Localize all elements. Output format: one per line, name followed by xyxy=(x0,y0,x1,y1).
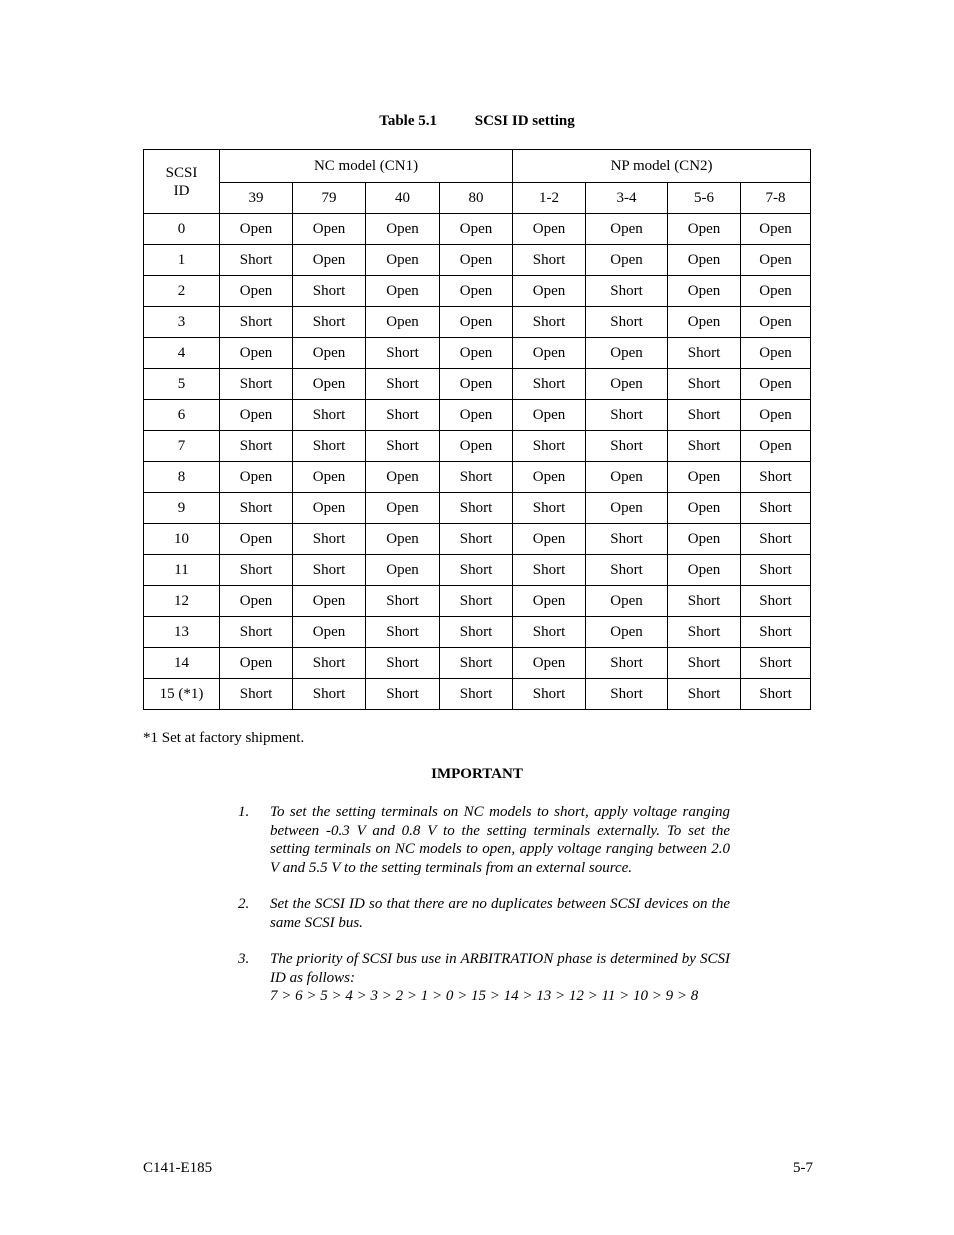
setting-cell: Short xyxy=(741,679,811,710)
setting-cell: Short xyxy=(586,307,668,338)
setting-cell: Short xyxy=(513,369,586,400)
table-row xyxy=(144,524,811,555)
setting-cell: Short xyxy=(220,307,293,338)
setting-cell: Open xyxy=(586,214,668,245)
note-text: To set the setting terminals on NC models to short, apply voltage ranging between -0.3 V and 0.8 V to the setting terminals externally. To set the setting terminals on NC models to open, apply voltage ranging between 2.0 V and 5.5 V to the setting terminals from an external source. xyxy=(270,804,730,876)
setting-cell: Open xyxy=(366,307,440,338)
setting-cell: Short xyxy=(513,307,586,338)
table-row xyxy=(144,400,811,431)
setting-cell: Short xyxy=(293,648,366,679)
priority-order: 7 > 6 > 5 > 4 > 3 > 2 > 1 > 0 > 15 > 14 > 13 > 12 > 11 > 10 > 9 > 8 xyxy=(270,988,699,1004)
setting-cell: Open xyxy=(293,214,366,245)
setting-cell: Short xyxy=(668,586,741,617)
setting-cell: Short xyxy=(440,679,513,710)
setting-cell: Open xyxy=(513,462,586,493)
setting-cell: Open xyxy=(293,617,366,648)
setting-cell: Short xyxy=(741,493,811,524)
setting-cell: Open xyxy=(440,400,513,431)
page-number: 5-7 xyxy=(793,1160,813,1176)
setting-cell: Open xyxy=(668,462,741,493)
setting-cell: Open xyxy=(741,431,811,462)
setting-cell: Short xyxy=(440,462,513,493)
setting-cell: Open xyxy=(741,400,811,431)
setting-cell: Open xyxy=(220,648,293,679)
setting-cell: Open xyxy=(220,338,293,369)
setting-cell: Short xyxy=(668,648,741,679)
setting-cell: Short xyxy=(366,648,440,679)
setting-cell: Open xyxy=(586,245,668,276)
setting-cell: Open xyxy=(513,648,586,679)
setting-cell: Short xyxy=(741,462,811,493)
table-row xyxy=(144,648,811,679)
setting-cell: Open xyxy=(668,245,741,276)
setting-cell: Open xyxy=(440,214,513,245)
setting-cell: Short xyxy=(741,555,811,586)
setting-cell: Short xyxy=(741,524,811,555)
setting-cell: Open xyxy=(440,276,513,307)
setting-cell: Open xyxy=(440,338,513,369)
setting-cell: Open xyxy=(293,493,366,524)
setting-cell: Short xyxy=(586,679,668,710)
setting-cell: Open xyxy=(668,214,741,245)
scsi-id-cell: 10 xyxy=(144,524,220,555)
note-text: Set the SCSI ID so that there are no duplicates between SCSI devices on the same SCSI bus. xyxy=(270,896,730,931)
setting-cell: Open xyxy=(440,307,513,338)
setting-cell: Open xyxy=(366,524,440,555)
setting-cell: Open xyxy=(220,214,293,245)
setting-cell: Open xyxy=(220,586,293,617)
setting-cell: Short xyxy=(513,493,586,524)
setting-cell: Short xyxy=(741,648,811,679)
setting-cell: Short xyxy=(586,431,668,462)
setting-cell: Open xyxy=(741,245,811,276)
setting-cell: Short xyxy=(366,679,440,710)
setting-cell: Short xyxy=(440,648,513,679)
setting-cell: Short xyxy=(668,617,741,648)
setting-cell: Open xyxy=(366,214,440,245)
scsi-id-table xyxy=(143,149,811,710)
setting-cell: Short xyxy=(741,586,811,617)
setting-cell: Open xyxy=(668,524,741,555)
scsi-id-cell: 4 xyxy=(144,338,220,369)
note-number: 3. xyxy=(238,951,250,967)
setting-cell: Short xyxy=(586,276,668,307)
table-row xyxy=(144,679,811,710)
setting-cell: Open xyxy=(513,586,586,617)
table-row xyxy=(144,276,811,307)
column-header: 5-6 xyxy=(668,183,741,214)
document-code: C141-E185 xyxy=(143,1160,213,1176)
column-header: 7-8 xyxy=(741,183,811,214)
setting-cell: Open xyxy=(586,338,668,369)
setting-cell: Short xyxy=(668,679,741,710)
setting-cell: Short xyxy=(513,555,586,586)
setting-cell: Open xyxy=(293,586,366,617)
setting-cell: Short xyxy=(366,400,440,431)
setting-cell: Short xyxy=(668,431,741,462)
setting-cell: Open xyxy=(741,214,811,245)
table-row xyxy=(144,245,811,276)
setting-cell: Short xyxy=(220,431,293,462)
scsi-id-header: SCSI ID xyxy=(144,150,220,214)
table-row xyxy=(144,493,811,524)
setting-cell: Short xyxy=(220,555,293,586)
setting-cell: Short xyxy=(668,369,741,400)
setting-cell: Short xyxy=(220,493,293,524)
setting-cell: Short xyxy=(220,679,293,710)
setting-cell: Short xyxy=(366,338,440,369)
setting-cell: Open xyxy=(668,493,741,524)
setting-cell: Open xyxy=(366,245,440,276)
setting-cell: Open xyxy=(668,276,741,307)
setting-cell: Open xyxy=(220,462,293,493)
setting-cell: Open xyxy=(586,586,668,617)
setting-cell: Open xyxy=(586,369,668,400)
table-row xyxy=(144,369,811,400)
setting-cell: Short xyxy=(440,617,513,648)
scsi-id-cell: 0 xyxy=(144,214,220,245)
setting-cell: Short xyxy=(293,400,366,431)
important-notes xyxy=(238,803,730,1024)
setting-cell: Open xyxy=(366,276,440,307)
setting-cell: Open xyxy=(220,400,293,431)
table-row xyxy=(144,555,811,586)
note-number: 2. xyxy=(238,896,250,912)
setting-cell: Open xyxy=(586,617,668,648)
setting-cell: Short xyxy=(586,555,668,586)
scsi-id-cell: 15 (*1) xyxy=(144,679,220,710)
setting-cell: Open xyxy=(586,462,668,493)
scsi-id-cell: 13 xyxy=(144,617,220,648)
table-row xyxy=(144,307,811,338)
footnote: *1 Set at factory shipment. xyxy=(143,730,305,746)
setting-cell: Short xyxy=(366,431,440,462)
table-row xyxy=(144,431,811,462)
scsi-id-cell: 14 xyxy=(144,648,220,679)
setting-cell: Short xyxy=(668,338,741,369)
note-item xyxy=(238,950,730,1006)
setting-cell: Open xyxy=(513,524,586,555)
setting-cell: Short xyxy=(513,431,586,462)
setting-cell: Open xyxy=(366,462,440,493)
setting-cell: Open xyxy=(741,307,811,338)
scsi-id-cell: 7 xyxy=(144,431,220,462)
setting-cell: Open xyxy=(513,276,586,307)
setting-cell: Open xyxy=(440,245,513,276)
setting-cell: Short xyxy=(366,586,440,617)
table-caption xyxy=(0,113,954,130)
table-row xyxy=(144,617,811,648)
np-model-header: NP model (CN2) xyxy=(513,150,811,183)
setting-cell: Short xyxy=(220,245,293,276)
setting-cell: Open xyxy=(440,431,513,462)
setting-cell: Open xyxy=(293,462,366,493)
column-header: 39 xyxy=(220,183,293,214)
setting-cell: Short xyxy=(293,524,366,555)
setting-cell: Short xyxy=(293,431,366,462)
setting-cell: Open xyxy=(513,400,586,431)
setting-cell: Short xyxy=(366,617,440,648)
setting-cell: Open xyxy=(293,245,366,276)
setting-cell: Short xyxy=(293,679,366,710)
scsi-id-cell: 11 xyxy=(144,555,220,586)
setting-cell: Short xyxy=(440,586,513,617)
scsi-id-cell: 8 xyxy=(144,462,220,493)
column-header: 1-2 xyxy=(513,183,586,214)
setting-cell: Short xyxy=(293,307,366,338)
setting-cell: Open xyxy=(586,493,668,524)
setting-cell: Short xyxy=(220,369,293,400)
note-number: 1. xyxy=(238,804,250,820)
scsi-id-cell: 12 xyxy=(144,586,220,617)
setting-cell: Short xyxy=(440,493,513,524)
note-item xyxy=(238,895,730,932)
setting-cell: Open xyxy=(668,555,741,586)
setting-cell: Short xyxy=(293,276,366,307)
note-item xyxy=(238,803,730,877)
scsi-id-cell: 3 xyxy=(144,307,220,338)
setting-cell: Open xyxy=(220,276,293,307)
scsi-id-cell: 6 xyxy=(144,400,220,431)
column-header: 80 xyxy=(440,183,513,214)
table-row xyxy=(144,214,811,245)
setting-cell: Short xyxy=(586,524,668,555)
table-title: SCSI ID setting xyxy=(474,113,575,129)
table-row xyxy=(144,338,811,369)
scsi-id-cell: 2 xyxy=(144,276,220,307)
setting-cell: Short xyxy=(366,369,440,400)
table-row xyxy=(144,462,811,493)
setting-cell: Short xyxy=(586,400,668,431)
setting-cell: Short xyxy=(513,245,586,276)
note-text: The priority of SCSI bus use in ARBITRATION phase is determined by SCSI ID as follows: xyxy=(270,951,730,986)
setting-cell: Short xyxy=(586,648,668,679)
setting-cell: Short xyxy=(293,555,366,586)
setting-cell: Short xyxy=(440,524,513,555)
setting-cell: Open xyxy=(513,338,586,369)
table-row xyxy=(144,586,811,617)
setting-cell: Short xyxy=(513,617,586,648)
setting-cell: Short xyxy=(741,617,811,648)
setting-cell: Open xyxy=(741,276,811,307)
setting-cell: Open xyxy=(668,307,741,338)
column-header: 79 xyxy=(293,183,366,214)
setting-cell: Open xyxy=(741,338,811,369)
scsi-id-cell: 5 xyxy=(144,369,220,400)
setting-cell: Open xyxy=(741,369,811,400)
column-header: 3-4 xyxy=(586,183,668,214)
setting-cell: Open xyxy=(513,214,586,245)
column-header: 40 xyxy=(366,183,440,214)
nc-model-header: NC model (CN1) xyxy=(220,150,513,183)
setting-cell: Short xyxy=(220,617,293,648)
important-heading: IMPORTANT xyxy=(431,766,523,782)
setting-cell: Short xyxy=(668,400,741,431)
setting-cell: Short xyxy=(513,679,586,710)
setting-cell: Open xyxy=(440,369,513,400)
scsi-id-cell: 1 xyxy=(144,245,220,276)
scsi-id-cell: 9 xyxy=(144,493,220,524)
setting-cell: Open xyxy=(220,524,293,555)
setting-cell: Open xyxy=(366,493,440,524)
setting-cell: Open xyxy=(293,369,366,400)
table-number: Table 5.1 xyxy=(379,113,437,129)
setting-cell: Open xyxy=(366,555,440,586)
setting-cell: Open xyxy=(293,338,366,369)
setting-cell: Short xyxy=(440,555,513,586)
